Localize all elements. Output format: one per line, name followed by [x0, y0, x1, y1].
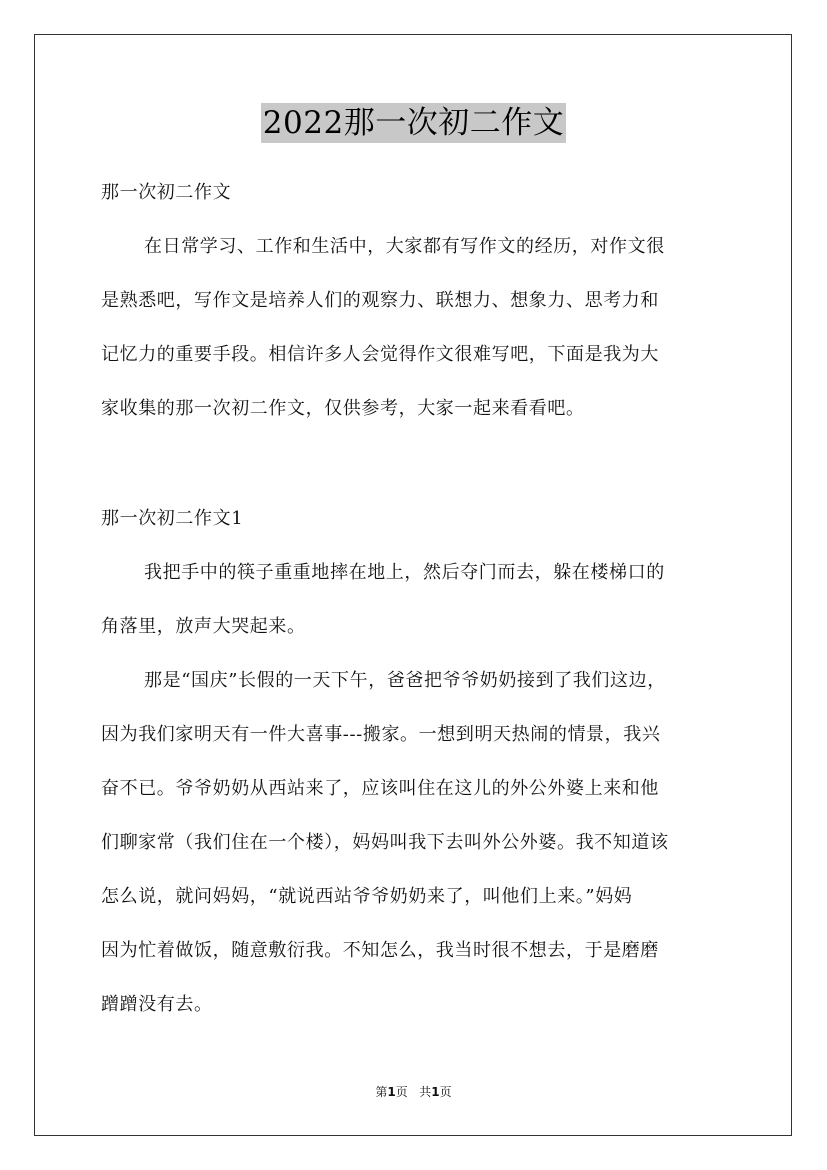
para2-line-1: 那是“国庆”长假的一天下午，爸爸把爷爷奶奶接到了我们这边， — [144, 670, 666, 691]
total-pages: 1 — [431, 1085, 440, 1099]
intro-line-2: 是熟悉吧，写作文是培养人们的观察力、联想力、想象力、思考力和 — [101, 290, 659, 311]
para1-line-2: 角落里，放声大哭起来。 — [101, 616, 306, 637]
para2-line-3: 奋不已。爷爷奶奶从西站来了，应该叫住在这儿的外公外婆上来和他 — [101, 778, 659, 799]
intro-line-4: 家收集的那一次初二作文，仅供参考，大家一起来看看吧。 — [101, 398, 585, 419]
para1-line-1: 我把手中的筷子重重地摔在地上，然后夺门而去，躲在楼梯口的 — [144, 562, 665, 583]
title-wrap — [0, 103, 827, 143]
page-footer — [0, 1084, 827, 1100]
page-prefix: 第 — [375, 1085, 388, 1099]
para2-line-7: 蹭蹭没有去。 — [101, 994, 213, 1015]
essay-heading: 那一次初二作文1 — [101, 508, 244, 529]
para2-line-4: 们聊家常（我们住在一个楼），妈妈叫我下去叫外公外婆。我不知道该 — [101, 832, 669, 853]
intro-line-3: 记忆力的重要手段。相信许多人会觉得作文很难写吧，下面是我为大 — [101, 344, 659, 365]
document-title: 2022那一次初二作文 — [262, 105, 565, 141]
total-suffix: 页 — [439, 1085, 452, 1099]
page-suffix: 页 — [395, 1085, 408, 1099]
para2-line-5: 怎么说，就问妈妈，“就说西站爷爷奶奶来了，叫他们上来。”妈妈 — [101, 886, 633, 907]
intro-line-1: 在日常学习、工作和生活中，大家都有写作文的经历，对作文很 — [144, 236, 665, 257]
total-prefix: 共 — [419, 1085, 432, 1099]
para2-line-2: 因为我们家明天有一件大喜事---搬家。一想到明天热闹的情景，我兴 — [101, 724, 661, 745]
page-number: 1 — [387, 1085, 396, 1099]
para2-line-6: 因为忙着做饭，随意敷衍我。不知怎么，我当时很不想去，于是磨磨 — [101, 940, 659, 961]
section-heading: 那一次初二作文 — [101, 182, 232, 203]
